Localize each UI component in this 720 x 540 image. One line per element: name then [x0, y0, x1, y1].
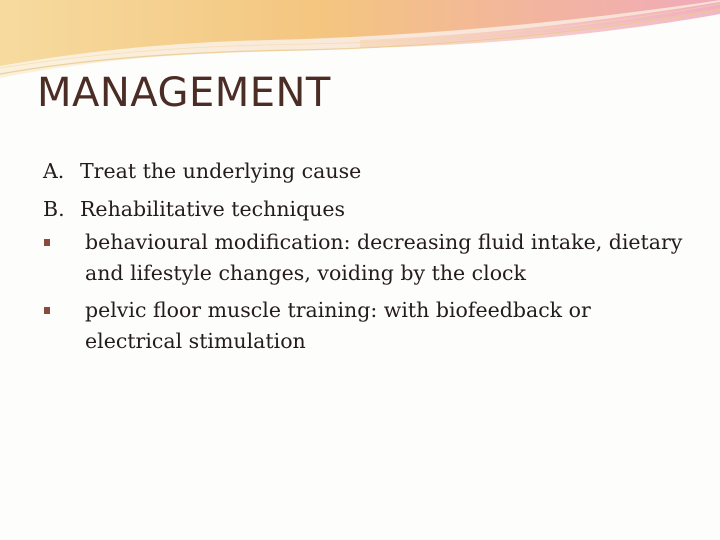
- bullet-item: [43, 295, 683, 357]
- list-item-text: Rehabilitative techniques: [80, 197, 346, 221]
- list-item-text: Treat the underlying cause: [80, 159, 362, 183]
- list-item: [43, 156, 683, 187]
- list-marker: B.: [43, 197, 65, 221]
- list-item: [43, 194, 683, 225]
- slide-title: MANAGEMENT: [37, 70, 331, 116]
- bullet-item-text: behavioural modification: decreasing fluid intake, dietary and lifestyle changes, voiding by the clock: [85, 230, 683, 285]
- list-marker: A.: [43, 159, 65, 183]
- bullet-item: [43, 227, 683, 289]
- content-list: [43, 156, 683, 357]
- square-bullet-icon: [43, 295, 85, 326]
- square-bullet-icon: [43, 227, 85, 258]
- bullet-item-text: pelvic floor muscle training: with biofeedback or electrical stimulation: [85, 298, 591, 353]
